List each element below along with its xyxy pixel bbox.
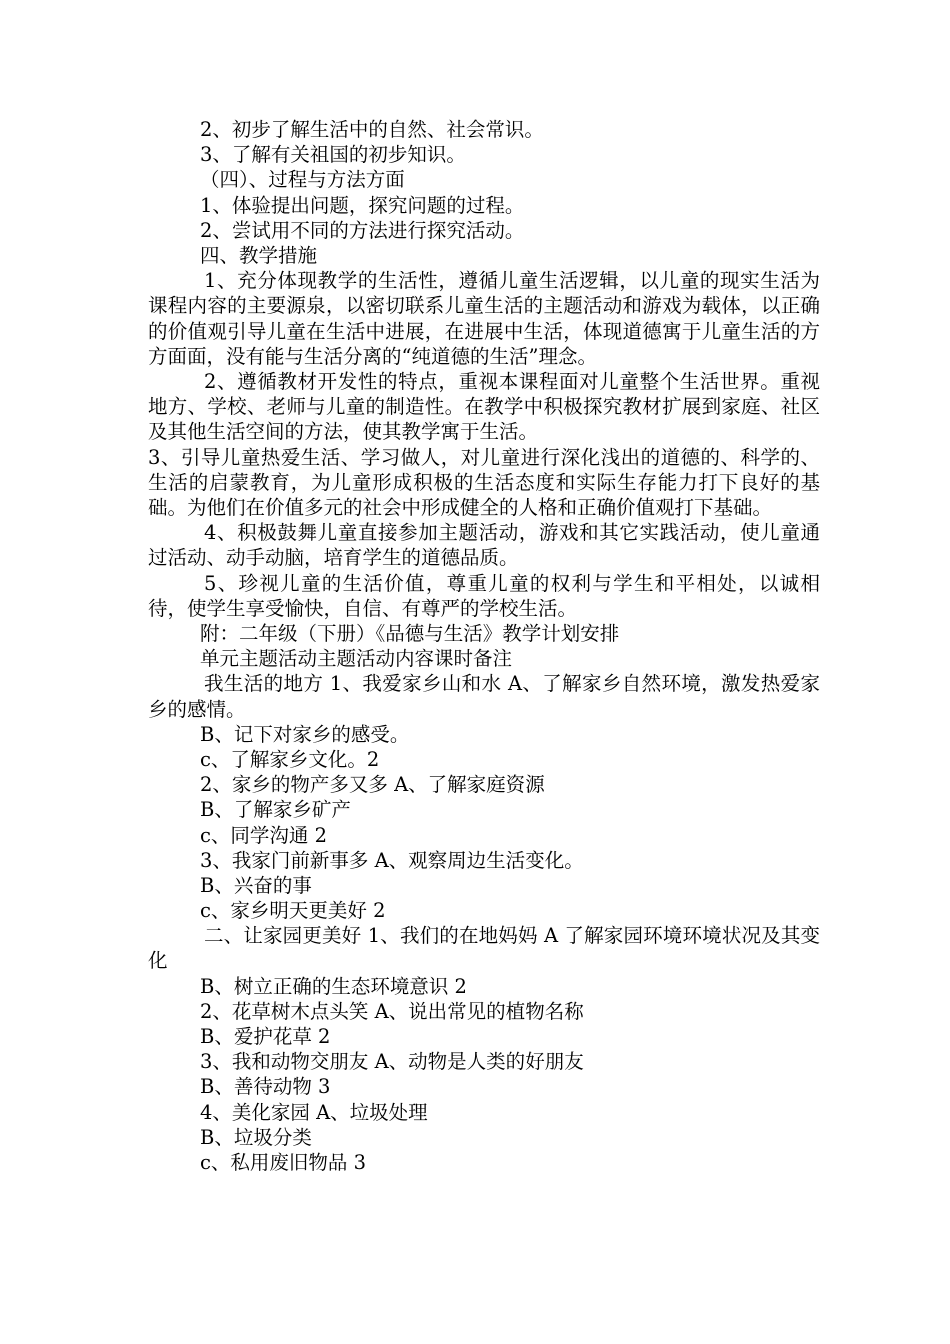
text-line: B、了解家乡矿产 bbox=[200, 798, 351, 822]
unit-entry: 二、让家园更美好 1、我们的在地妈妈 A 了解家园环境环境状况及其变化 bbox=[148, 924, 820, 973]
text-line: 4、美化家园 A、垃圾处理 bbox=[200, 1100, 428, 1124]
text-line: c、家乡明天更美好 2 bbox=[200, 899, 386, 923]
text-line: 1、体验提出问题，探究问题的过程。 bbox=[200, 193, 525, 217]
paragraph-measure-5: 5、珍视儿童的生活价值，尊重儿童的权利与学生和平相处，以诚相待，使学生享受愉快，自信、有尊严的学校生活。 bbox=[148, 571, 820, 620]
table-header-line: 单元主题活动主题活动内容课时备注 bbox=[200, 647, 513, 671]
text-line: B、兴奋的事 bbox=[200, 873, 312, 897]
appendix-title: 附：二年级（下册）《品德与生活》教学计划安排 bbox=[200, 621, 620, 645]
paragraph-measure-1: 1、充分体现教学的生活性，遵循儿童生活逻辑，以儿童的现实生活为课程内容的主要源泉，以密切联系儿童生活的主题活动和游戏为载体，以正确的价值观引导儿童在生活中进展，在进展中生活，体现道德寓于儿童生活的方方面面，没有能与生活分离的“纯道德的生活”理念。 bbox=[148, 269, 820, 368]
text-line: 3、我家门前新事多 A、观察周边生活变化。 bbox=[200, 848, 584, 872]
text-line: 2、尝试用不同的方法进行探究活动。 bbox=[200, 218, 525, 242]
paragraph-measure-2: 2、遵循教材开发性的特点，重视本课程面对儿童整个生活世界。重视地方、学校、老师与儿童的制造性。在教学中积极探究教材扩展到家庭、社区及其他生活空间的方法，使其教学寓于生活。 bbox=[148, 369, 820, 444]
paragraph-measure-3: 3、引导儿童热爱生活、学习做人，对儿童进行深化浅出的道德的、科学的、生活的启蒙教育，为儿童形成积极的生活态度和实际生存能力打下良好的基础。为他们在价值多元的社会中形成健全的人格和正确价值观打下基础。 bbox=[148, 445, 820, 519]
text-line: B、垃圾分类 bbox=[200, 1125, 312, 1149]
text-line: B、记下对家乡的感受。 bbox=[200, 722, 410, 746]
section-heading: 四、教学措施 bbox=[200, 243, 318, 267]
text-line: c、私用废旧物品 3 bbox=[200, 1150, 367, 1174]
text-line: B、善待动物 3 bbox=[200, 1075, 331, 1099]
text-line: B、树立正确的生态环境意识 2 bbox=[200, 974, 467, 998]
document-body bbox=[148, 117, 820, 1175]
section-heading: （四）、过程与方法方面 bbox=[200, 168, 405, 192]
text-line: B、爱护花草 2 bbox=[200, 1025, 331, 1049]
text-line: c、了解家乡文化。2 bbox=[200, 747, 380, 771]
unit-entry: 我生活的地方 1、我爱家乡山和水 A、了解家乡自然环境，激发热爱家乡的感情。 bbox=[148, 672, 820, 721]
text-line: 3、了解有关祖国的初步知识。 bbox=[200, 143, 466, 167]
text-line: 2、花草树木点头笑 A、说出常见的植物名称 bbox=[200, 999, 584, 1023]
text-line: 2、家乡的物产多又多 A、了解家庭资源 bbox=[200, 773, 545, 797]
text-line: 3、我和动物交朋友 A、动物是人类的好朋友 bbox=[200, 1050, 584, 1074]
text-line: 2、初步了解生活中的自然、社会常识。 bbox=[200, 118, 544, 141]
paragraph-measure-4: 4、积极鼓舞儿童直接参加主题活动，游戏和其它实践活动，使儿童通过活动、动手动脑，培育学生的道德品质。 bbox=[148, 521, 820, 570]
text-line: c、同学沟通 2 bbox=[200, 823, 328, 847]
